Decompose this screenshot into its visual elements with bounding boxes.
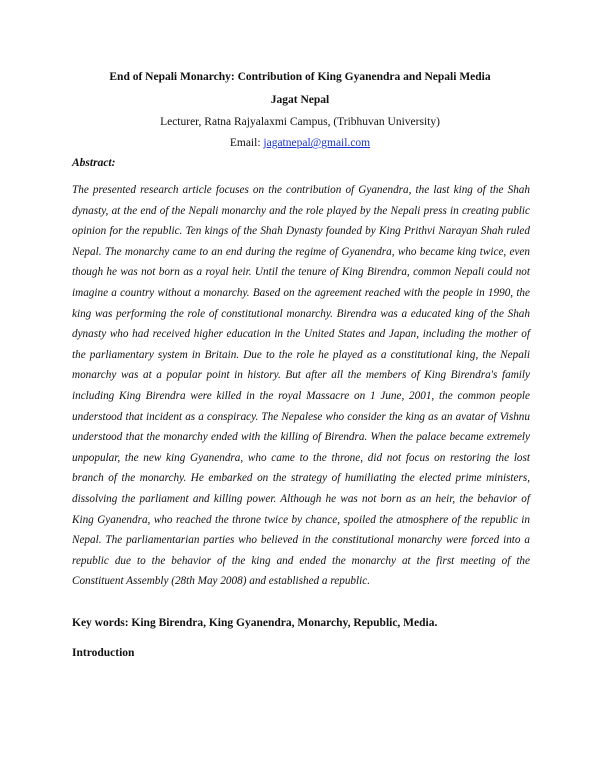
paper-title: End of Nepali Monarchy: Contribution of King Gyanendra and Nepali Media [109,71,491,83]
abstract-heading: Abstract: [72,157,116,169]
email-line [0,136,600,150]
abstract-text: The presented research article focuses on the contribution of Gyanendra, the last king of the Shah dynasty, at the end of the Nepali monarchy and the role played by the Nepali press in creating public opinion for the republic. Ten kings of the Shah Dynasty founded by King Prithvi Narayan Shah ruled Nepal. The monarchy came to an end during the regime of Gyanendra, who became king twice, even though he was not born as a royal heir. Until the tenure of King Birendra, common Nepali could not imagine a country without a monarchy. Based on the agreement reached with the people in 1990, the king was performing the role of constitutional monarchy. Birendra was a educated king of the Shah dynasty who had received higher education in the United States and Japan, including the mother of the parliamentary system in Britain. Due to the role he played as a constitutional king, the Nepali monarchy was at a popular point in history. But after all the members of King Birendra's family including King Birendra were killed in the royal Massacre on 1 June, 2001, the common people understood that incident as a conspiracy. The Nepalese who consider the king as an avatar of Vishnu understood that the monarchy ended with the killing of Birendra. When the palace became extremely unpopular, the new king Gyanendra, who came to the throne, did not focus on restoring the lost branch of the monarchy. He embarked on the strategy of humiliating the elected prime ministers, dissolving the parliament and killing power. Although he was not born as an heir, the behavior of King Gyanendra, who reached the throne twice by chance, spoiled the atmosphere of the republic in Nepal. The parliamentarian parties who believed in the constitutional monarchy were forced into a republic due to the behavior of the king and ended the monarchy at the first meeting of the Constituent Assembly (28th May 2008) and established a republic. [72,184,530,588]
author-name: Jagat Nepal [270,94,330,106]
keywords: Key words: King Birendra, King Gyanendra, Monarchy, Republic, Media. [72,617,438,629]
author-affiliation: Lecturer, Ratna Rajyalaxmi Campus, (Tribhuvan University) [160,116,440,128]
email-link[interactable]: jagatnepal@gmail.com [263,137,371,149]
email-label: Email: [229,137,264,149]
section-heading-introduction: Introduction [72,647,135,659]
